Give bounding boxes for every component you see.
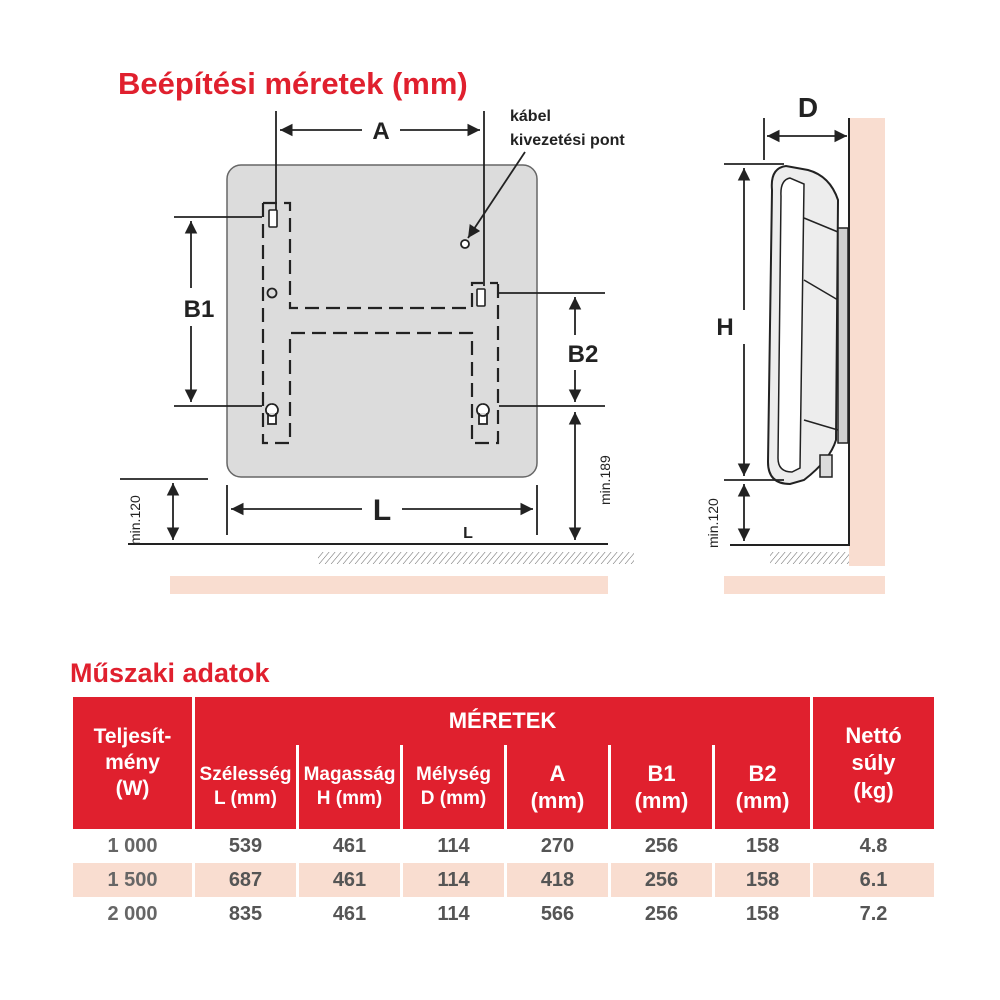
mount-slot-top-left — [269, 210, 277, 227]
header-power-line2: mény — [105, 750, 160, 774]
table-row — [72, 829, 936, 863]
header-power — [72, 697, 194, 829]
cell-b1: 256 — [610, 897, 714, 931]
header-depth-line1: Mélység — [416, 764, 491, 786]
label-min120-front: min.120 — [127, 495, 143, 545]
label-min189: min.189 — [597, 455, 613, 505]
table-row — [72, 863, 936, 897]
cell-b1: 256 — [610, 829, 714, 863]
cell-width: 539 — [194, 829, 298, 863]
header-a — [506, 745, 610, 829]
mount-slot-right — [477, 289, 485, 306]
cell-power: 1 000 — [72, 829, 194, 863]
label-d: D — [797, 92, 819, 123]
header-b1-line2: (mm) — [634, 788, 689, 813]
header-a-line2: (mm) — [530, 788, 585, 813]
cell-height: 461 — [298, 863, 402, 897]
cell-b2: 158 — [714, 829, 812, 863]
header-b2-line2: (mm) — [735, 788, 790, 813]
install-title: Beépítési méretek (mm) — [118, 66, 468, 101]
header-depth — [402, 745, 506, 829]
callout-cable-line1: kábel — [510, 108, 551, 125]
cell-weight: 6.1 — [812, 863, 936, 897]
wall — [849, 118, 885, 566]
cell-a: 566 — [506, 897, 610, 931]
floor-hatch-side — [770, 552, 849, 564]
cell-weight: 4.8 — [812, 829, 936, 863]
cell-power: 1 500 — [72, 863, 194, 897]
header-row-columns — [72, 745, 936, 829]
cable-hole — [461, 240, 469, 248]
specs-title: Műszaki adatok — [70, 658, 270, 688]
cell-width: 687 — [194, 863, 298, 897]
header-width-line2: L (mm) — [214, 788, 277, 809]
specs-table — [70, 697, 937, 931]
header-height-line1: Magasság — [303, 764, 396, 786]
cell-height: 461 — [298, 897, 402, 931]
floor-hatch-front — [318, 552, 634, 564]
header-weight-line2: súly — [851, 750, 896, 776]
heater-side-face — [778, 178, 804, 472]
header-depth-line2: D (mm) — [420, 788, 487, 809]
header-b1 — [610, 745, 714, 829]
cell-weight: 7.2 — [812, 897, 936, 931]
table-row — [72, 897, 936, 931]
floor-strip-side — [724, 576, 885, 594]
header-width — [194, 745, 298, 829]
header-height-line2: H (mm) — [316, 788, 383, 809]
cell-b2: 158 — [714, 897, 812, 931]
header-weight-line1: Nettó — [845, 722, 902, 748]
callout-cable-line2: kivezetési pont — [510, 132, 625, 149]
label-min120-side: min.120 — [705, 498, 721, 548]
header-row-group — [72, 697, 936, 745]
label-a: A — [372, 118, 390, 145]
cell-a: 418 — [506, 863, 610, 897]
header-b1-line1: B1 — [647, 760, 676, 786]
header-b2 — [714, 745, 812, 829]
cell-power: 2 000 — [72, 897, 194, 931]
floor-strip-front — [170, 576, 608, 594]
label-b2: B2 — [567, 341, 599, 368]
label-b1: B1 — [183, 296, 215, 323]
header-width-line1: Szélesség — [199, 764, 292, 786]
header-height — [298, 745, 402, 829]
cell-depth: 114 — [402, 829, 506, 863]
label-l: L — [372, 494, 392, 527]
header-power-line3: (W) — [115, 777, 150, 801]
cell-a: 270 — [506, 829, 610, 863]
header-b2-line1: B2 — [748, 760, 777, 786]
label-l-small: L — [463, 525, 473, 542]
cell-height: 461 — [298, 829, 402, 863]
header-dimensions-group: MÉRETEK — [194, 697, 812, 745]
dimension-d — [764, 118, 847, 160]
header-power-line1: Teljesít- — [93, 724, 172, 748]
header-weight — [812, 697, 936, 829]
header-a-line1: A — [549, 760, 566, 786]
cell-b1: 256 — [610, 863, 714, 897]
header-weight-line3: (kg) — [853, 777, 894, 803]
cell-b2: 158 — [714, 863, 812, 897]
cell-width: 835 — [194, 897, 298, 931]
cell-depth: 114 — [402, 863, 506, 897]
cell-depth: 114 — [402, 897, 506, 931]
label-h: H — [716, 314, 734, 341]
